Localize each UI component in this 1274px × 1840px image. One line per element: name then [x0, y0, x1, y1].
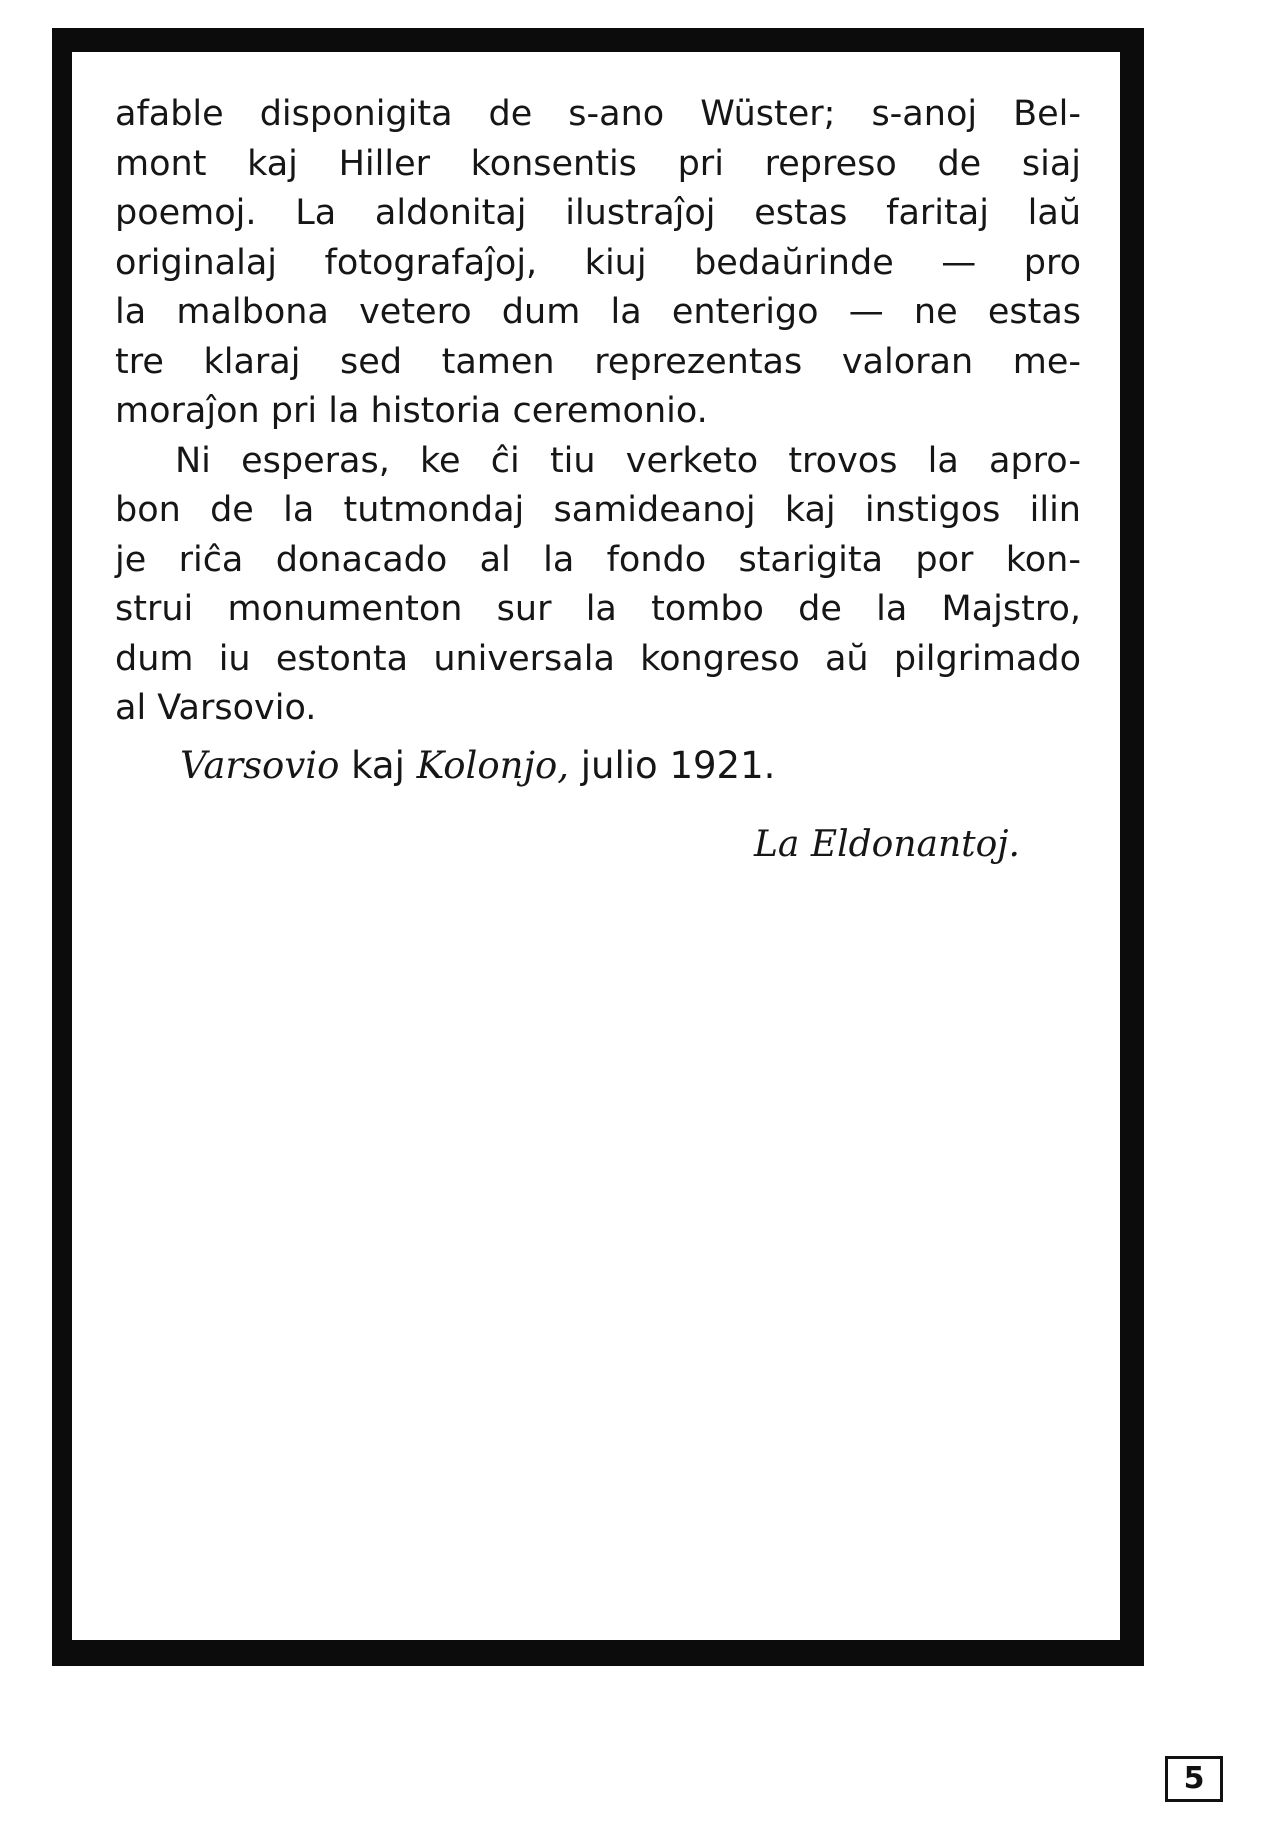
text-line: tre klaraj sed tamen reprezentas valoran me-: [115, 341, 1081, 382]
place-date-line: [180, 744, 775, 787]
text-line: poemoj. La aldonitaj ilustraĵoj estas faritaj laŭ: [115, 193, 1081, 233]
closing-date: julio 1921.: [580, 744, 776, 787]
text-line: je riĉa donacado al la fondo starigita por kon-: [115, 539, 1081, 580]
signature: La Eldonantoj.: [754, 824, 1020, 865]
page-number: 5: [1165, 1756, 1223, 1802]
text-line: Ni esperas, ke ĉi tiu verketo trovos la apro-: [175, 440, 1081, 481]
text-line: afable disponigita de s-ano Wüster; s-anoj Bel-: [115, 94, 1081, 134]
closing-place-2: Kolonjo,: [416, 744, 569, 787]
text-line: dum iu estonta universala kongreso aŭ pilgrimado: [115, 638, 1081, 679]
closing-place-1: Varsovio: [180, 744, 340, 787]
text-line: mont kaj Hiller konsentis pri represo de siaj: [115, 143, 1081, 184]
text-line: strui monumenton sur la tombo de la Majstro,: [115, 589, 1081, 629]
body-text: [115, 90, 1081, 734]
closing-conjunction: kaj: [351, 744, 405, 787]
text-line: originalaj fotografaĵoj, kiuj bedaŭrinde — pro: [115, 242, 1081, 283]
text-line: moraĵon pri la historia ceremonio.: [115, 391, 708, 431]
text-line: la malbona vetero dum la enterigo — ne estas: [115, 292, 1081, 332]
text-line: bon de la tutmondaj samideanoj kaj instigos ilin: [115, 490, 1081, 530]
text-line: al Varsovio.: [115, 688, 317, 728]
